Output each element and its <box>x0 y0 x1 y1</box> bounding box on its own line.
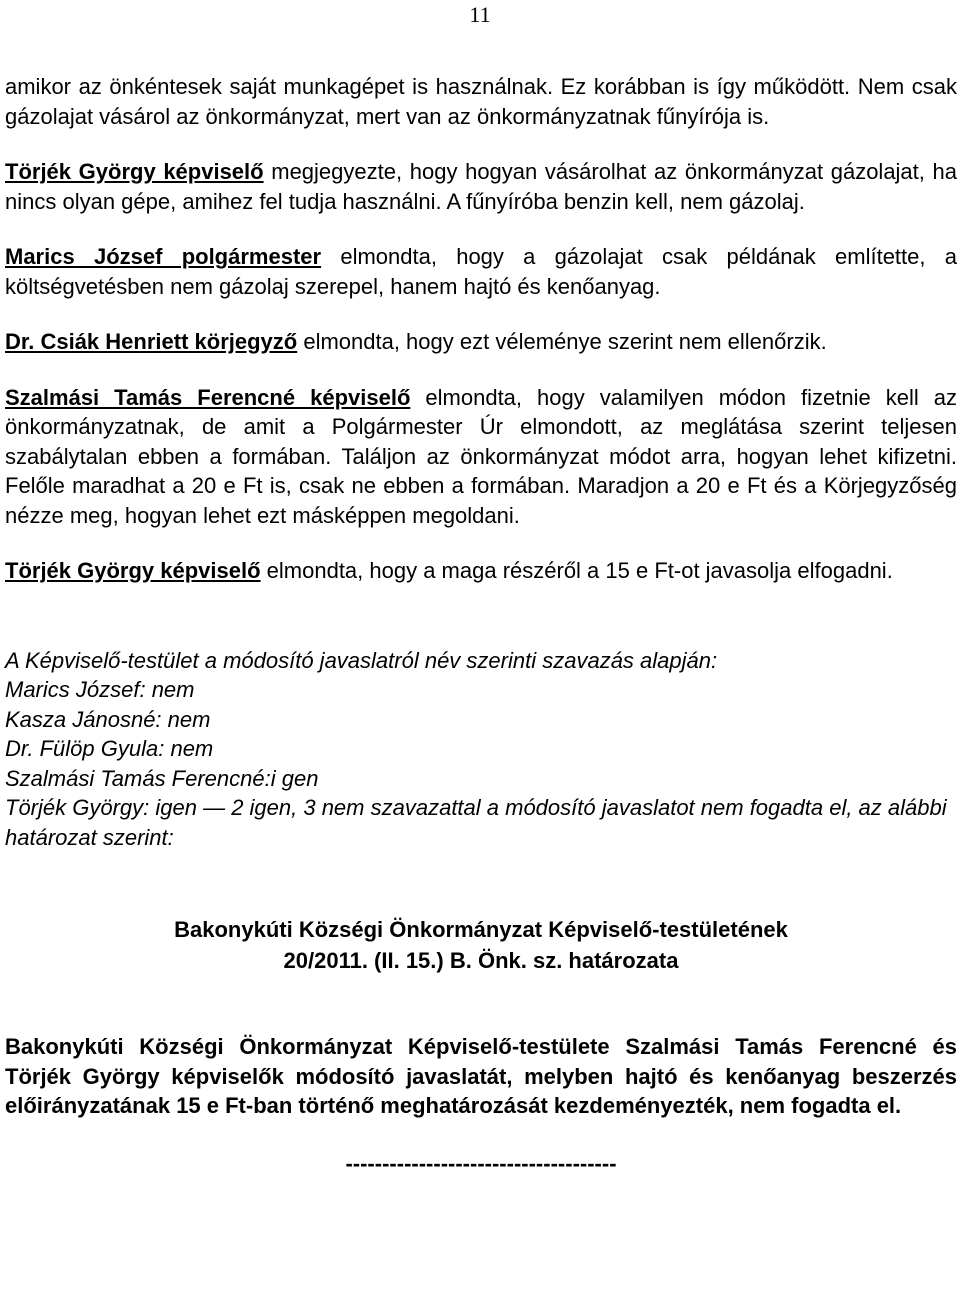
vote-result: Törjék György: igen — 2 igen, 3 nem szavazattal a módosító javaslatot nem fogadta el, az alábbi határozat szerint: <box>5 795 947 850</box>
paragraph-text: elmondta, hogy a gázolajat csak példának említette, a költségvetésben nem gázolaj szerepel, hanem hajtó és kenőanyag. <box>5 244 957 299</box>
resolution-title <box>5 914 957 976</box>
resolution-number: 20/2011. (II. 15.) B. Önk. sz. határozata <box>283 948 679 973</box>
paragraph-szalmasi <box>5 383 957 531</box>
speaker-name: Dr. Csiák Henriett körjegyző <box>5 329 298 354</box>
paragraph-torjek-1 <box>5 157 957 216</box>
paragraph-text: elmondta, hogy ezt véleménye szerint nem ellenőrzik. <box>297 329 827 354</box>
speaker-name: Marics József polgármester <box>5 244 322 269</box>
paragraph-continuation: amikor az önkéntesek saját munkagépet is használnak. Ez korábban is így működött. Nem csak gázolajat vásárol az önkormányzat, mert van az önkormányzatnak fűnyírója is. <box>5 74 957 129</box>
paragraph-marics <box>5 242 957 301</box>
speaker-name: Törjék György képviselő <box>5 159 264 184</box>
speaker-name: Szalmási Tamás Ferencné képviselő <box>5 384 411 410</box>
paragraph-torjek-2 <box>5 556 957 586</box>
speaker-name: Törjék György képviselő <box>5 558 261 583</box>
vote-line: Marics József: nem <box>5 677 195 702</box>
vote-record <box>5 646 957 853</box>
document-body <box>5 72 957 1178</box>
vote-line: Kasza Jánosné: nem <box>5 706 211 732</box>
page-number: 11 <box>469 2 491 27</box>
vote-intro: A Képviselő-testület a módosító javaslatról név szerinti szavazás alapján: <box>5 647 718 673</box>
separator-line: ------------------------------------- <box>345 1150 617 1176</box>
paragraph-text: elmondta, hogy a maga részéről a 15 e Ft-ot javasolja elfogadni. <box>260 558 893 583</box>
resolution-body: Bakonykúti Községi Önkormányzat Képviselő-testülete Szalmási Tamás Ferencné és Törjék György képviselők módosító javaslatát, melyben hajtó és kenőanyag beszerzés előirányzatának 15 e Ft-ban történő meghatározását kezdeményezték, nem fogadta el. <box>5 1034 957 1118</box>
vote-line: Szalmási Tamás Ferencné:i gen <box>5 765 319 791</box>
vote-line: Dr. Fülöp Gyula: nem <box>5 736 214 761</box>
paragraph-text: megjegyezte, hogy hogyan vásárolhat az önkormányzat gázolajat, ha nincs olyan gépe, amihez fel tudja használni. A fűnyíróba benzin kell, nem gázolaj. <box>5 159 958 214</box>
resolution-title-line: Bakonykúti Községi Önkormányzat Képviselő-testületének <box>174 917 788 942</box>
paragraph-csiak <box>5 327 957 357</box>
paragraph-text: elmondta, hogy valamilyen módon fizetnie kell az önkormányzatnak, de amit a Polgármester Úr elmondott, az meglátása szerint teljesen szabálytalan ebben a formában. Találjon az önkormányzat módot arra, hogyan lehet kifizetni. Felőle maradhat a 20 e Ft is, csak ne ebben a formában. Maradjon a 20 e Ft és a Körjegyzőség nézze meg, hogyan lehet ezt másképpen megoldani. <box>5 384 957 528</box>
